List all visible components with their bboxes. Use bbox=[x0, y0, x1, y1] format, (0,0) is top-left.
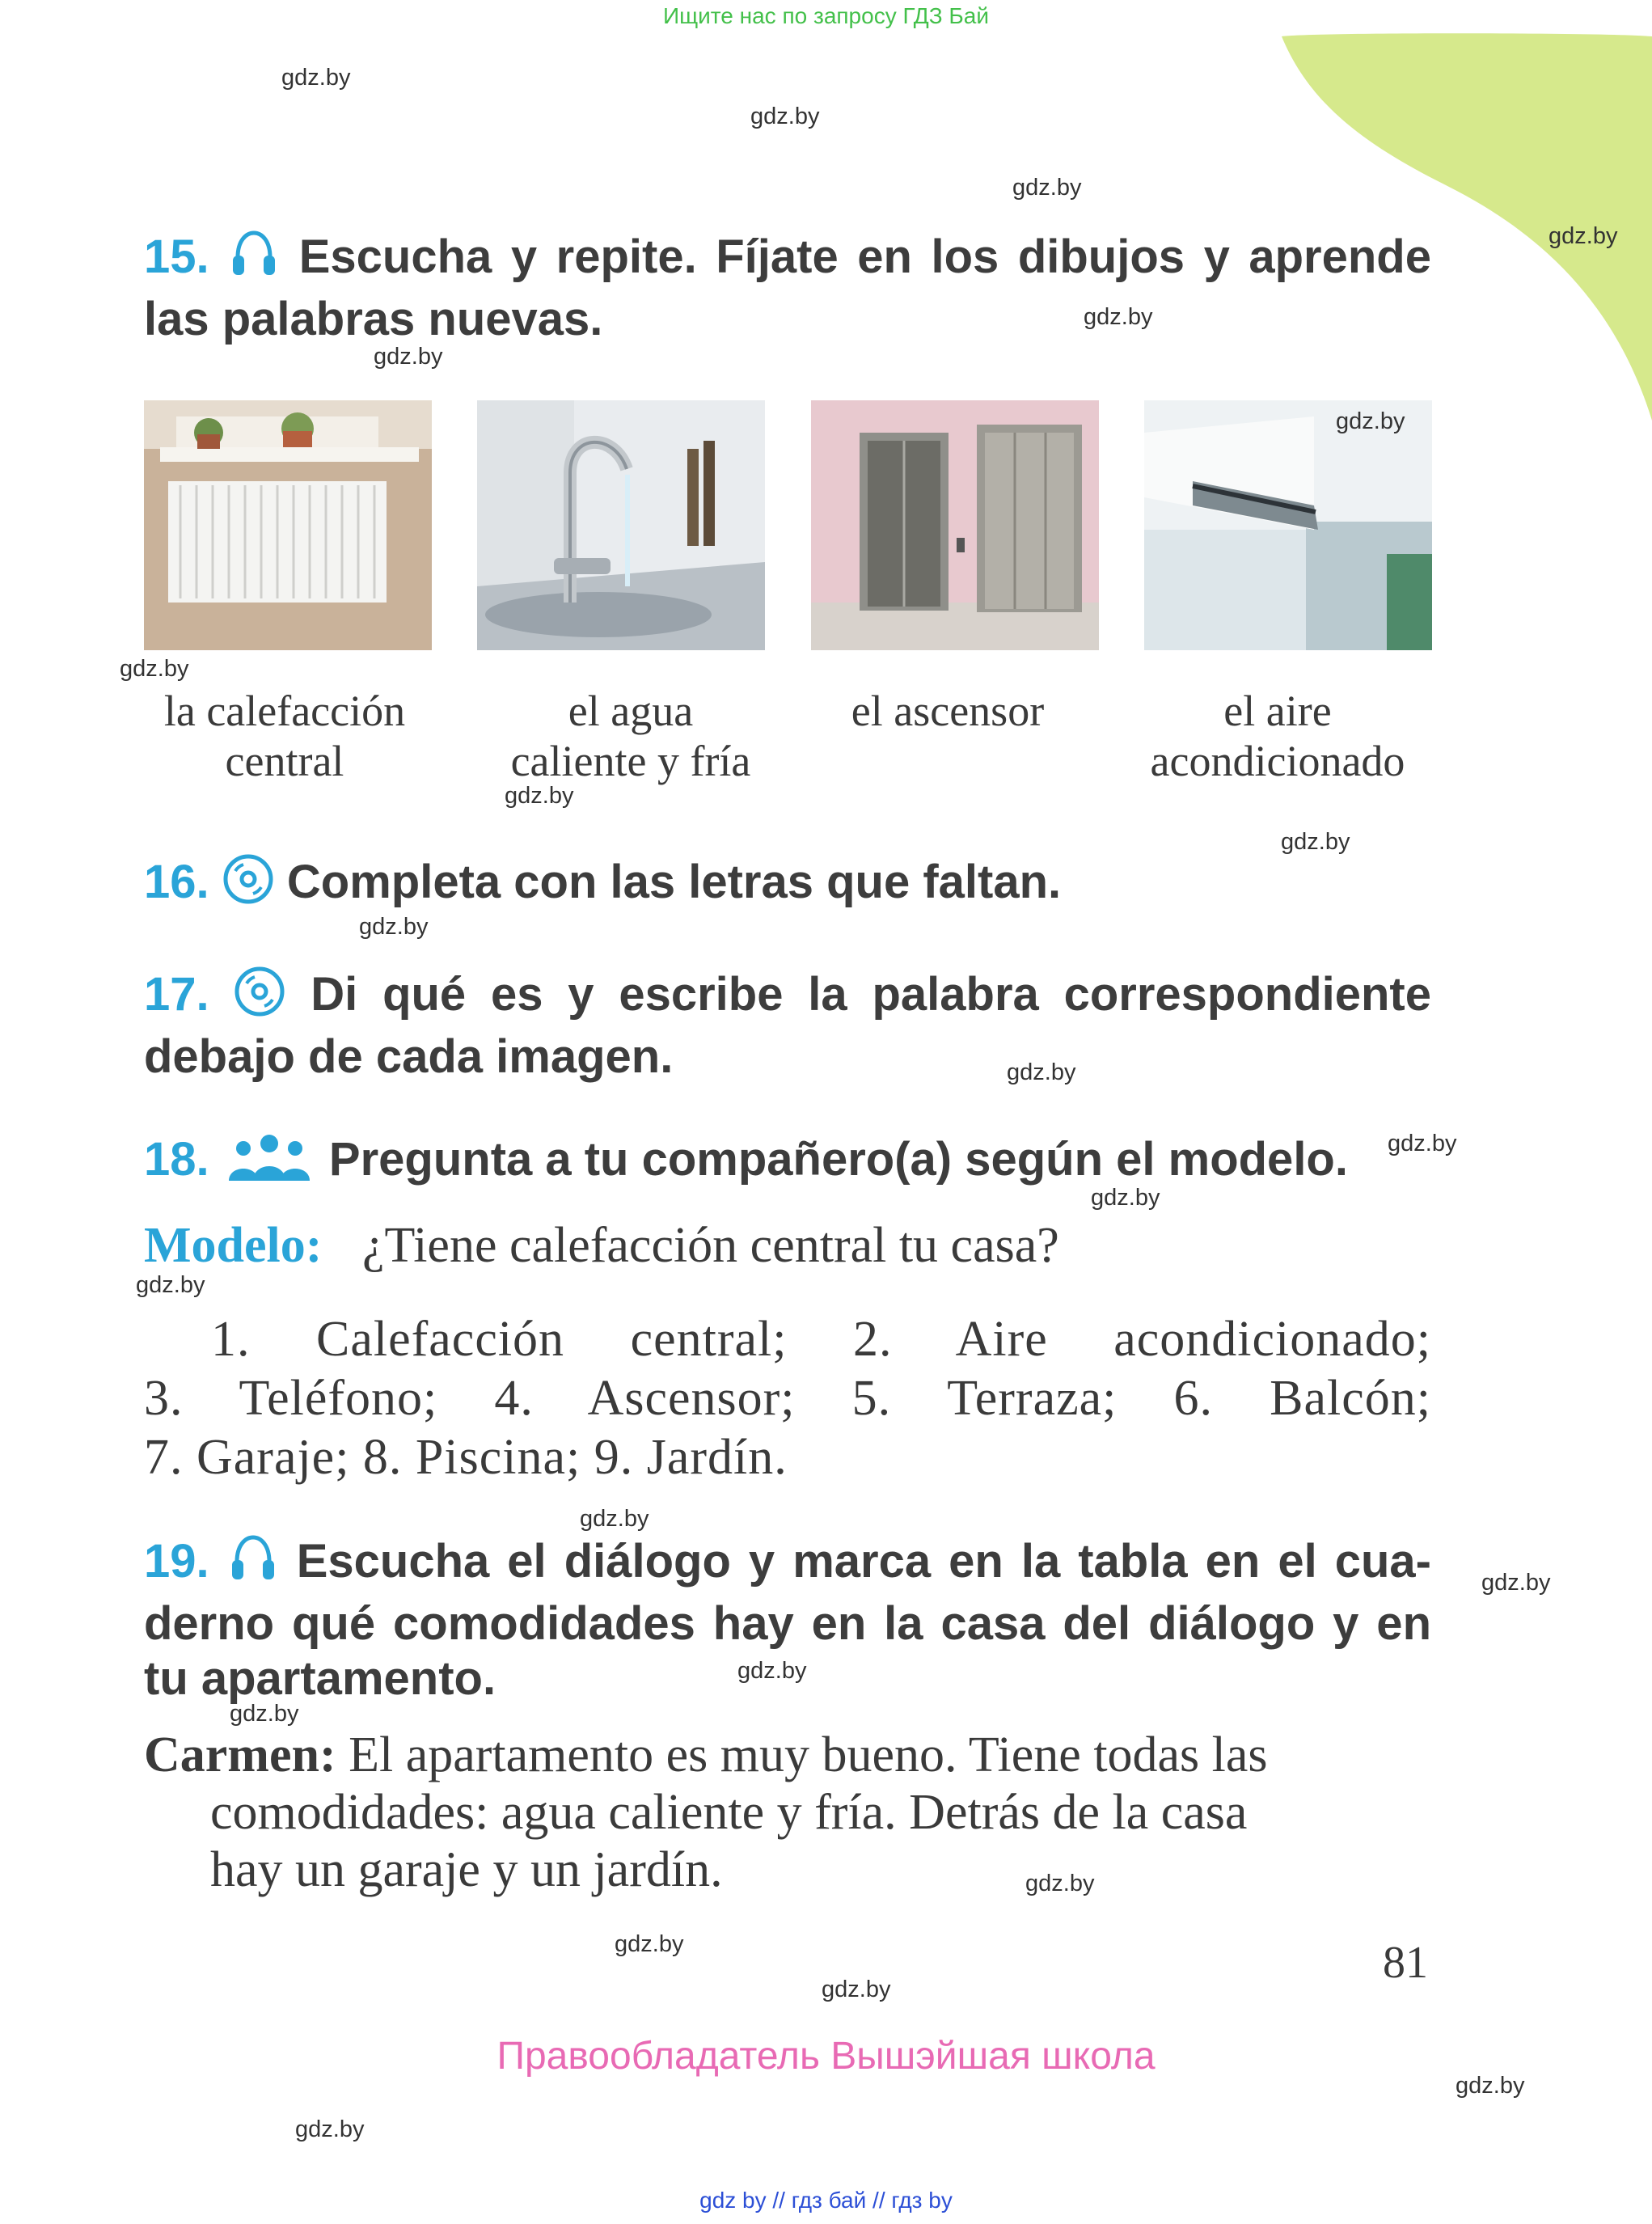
watermark: gdz.by bbox=[505, 783, 574, 809]
watermark: gdz.by bbox=[1548, 223, 1618, 249]
watermark: gdz.by bbox=[1012, 175, 1082, 201]
footer-links[interactable]: gdz by // гдз бай // гдз by bbox=[699, 2188, 953, 2213]
caption-line: el ascensor bbox=[851, 687, 1045, 735]
exercise-instruction: Di qué es y escribe la palabra correspondiente debajo de cada imagen. bbox=[144, 967, 1431, 1083]
exercise-17 bbox=[144, 966, 1431, 1085]
caption-line: el aire bbox=[1223, 687, 1332, 735]
exercise-15 bbox=[144, 228, 1431, 347]
watermark: gdz.by bbox=[374, 344, 443, 370]
watermark: gdz.by bbox=[1388, 1131, 1457, 1156]
watermark: gdz.by bbox=[281, 65, 351, 91]
search-note: Ищите нас по запросу ГДЗ Бай bbox=[662, 3, 990, 28]
caption-line: el agua bbox=[568, 687, 694, 735]
group-icon bbox=[222, 1132, 316, 1193]
watermark: gdz.by bbox=[580, 1506, 649, 1532]
list-line: 1. Calefacción central; 2. Aire acondicionado; bbox=[211, 1312, 1431, 1367]
model-label: Modelo: bbox=[144, 1218, 323, 1273]
watermark: gdz.by bbox=[822, 1977, 891, 2002]
air-conditioner-photo bbox=[1144, 400, 1432, 650]
exercise-line bbox=[144, 1533, 1431, 1596]
vocab-caption-air bbox=[1108, 686, 1447, 786]
exercise-number: 16. bbox=[144, 855, 209, 908]
vocab-caption-water bbox=[461, 686, 801, 786]
watermark: gdz.by bbox=[1091, 1185, 1160, 1211]
cd-icon bbox=[234, 966, 285, 1030]
exercise-instruction: Escucha y repite. Fíjate en los dibujos y aprende las palabras nuevas. bbox=[144, 230, 1431, 345]
dialog bbox=[144, 1727, 1431, 1899]
headphones-icon bbox=[228, 228, 280, 292]
watermark: gdz.by bbox=[1481, 1570, 1551, 1596]
exercise-number: 18. bbox=[144, 1133, 209, 1186]
dialog-text: El apartamento es muy bueno. Tiene todas las bbox=[349, 1727, 1268, 1782]
exercise-instruction: Completa con las letras que faltan. bbox=[286, 855, 1062, 908]
dialog-text: hay un garaje y un jardín. bbox=[210, 1842, 723, 1897]
leaf-decoration bbox=[1278, 0, 1652, 421]
list-line: 7. Garaje; 8. Piscina; 9. Jardín. bbox=[144, 1430, 788, 1485]
exercise-instruction: Pregunta a tu compañero(a) según el modelo. bbox=[328, 1133, 1348, 1186]
dialog-line bbox=[144, 1727, 1431, 1784]
page-number: 81 bbox=[1383, 1938, 1428, 1988]
elevator-photo bbox=[811, 400, 1099, 650]
exercise-instruction: tu apartamento. bbox=[144, 1652, 496, 1705]
watermark: gdz.by bbox=[1336, 408, 1405, 434]
caption-line: caliente y fría bbox=[510, 737, 751, 785]
faucet-photo bbox=[477, 400, 765, 650]
watermark: gdz.by bbox=[230, 1701, 299, 1727]
caption-line: central bbox=[225, 737, 344, 785]
vocab-caption-heating bbox=[115, 686, 454, 786]
caption-line: acondicionado bbox=[1150, 737, 1405, 785]
watermark: gdz.by bbox=[1456, 2073, 1525, 2099]
headphones-icon bbox=[227, 1533, 279, 1596]
cd-icon bbox=[222, 853, 274, 917]
exercise-number: 19. bbox=[144, 1534, 209, 1588]
watermark: gdz.by bbox=[750, 104, 820, 129]
copyright-owner: Правообладатель Вышэйшая школа bbox=[496, 2035, 1156, 2078]
watermark: gdz.by bbox=[737, 1658, 807, 1684]
watermark: gdz.by bbox=[1007, 1059, 1076, 1085]
exercise-number: 17. bbox=[144, 967, 209, 1021]
watermark: gdz.by bbox=[295, 2116, 365, 2142]
exercise-number: 15. bbox=[144, 230, 209, 283]
list-line: 3. Teléfono; 4. Ascensor; 5. Terraza; 6. Balcón; bbox=[144, 1371, 1431, 1426]
exercise-16 bbox=[144, 853, 1431, 917]
watermark: gdz.by bbox=[1084, 304, 1153, 330]
watermark: gdz.by bbox=[1281, 829, 1350, 855]
model-question: ¿Tiene calefacción central tu casa? bbox=[362, 1218, 1059, 1273]
watermark: gdz.by bbox=[359, 914, 429, 940]
dialog-text: comodidades: agua caliente y fría. Detrás de la casa bbox=[210, 1785, 1248, 1840]
radiator-photo bbox=[144, 400, 432, 650]
watermark: gdz.by bbox=[120, 656, 189, 682]
exercise-18 bbox=[144, 1132, 1431, 1193]
amenities-list bbox=[144, 1310, 1431, 1487]
speaker-name: Carmen: bbox=[144, 1727, 336, 1782]
watermark: gdz.by bbox=[615, 1931, 684, 1957]
watermark: gdz.by bbox=[136, 1272, 205, 1298]
exercise-instruction: derno qué comodidades hay en la casa del diálogo y en bbox=[144, 1597, 1431, 1650]
watermark: gdz.by bbox=[1025, 1871, 1095, 1896]
caption-line: la calefacción bbox=[163, 687, 406, 735]
vocab-caption-elevator bbox=[778, 686, 1118, 736]
exercise-instruction: Escucha el diálogo y marca en la tabla en el cua- bbox=[296, 1534, 1431, 1588]
